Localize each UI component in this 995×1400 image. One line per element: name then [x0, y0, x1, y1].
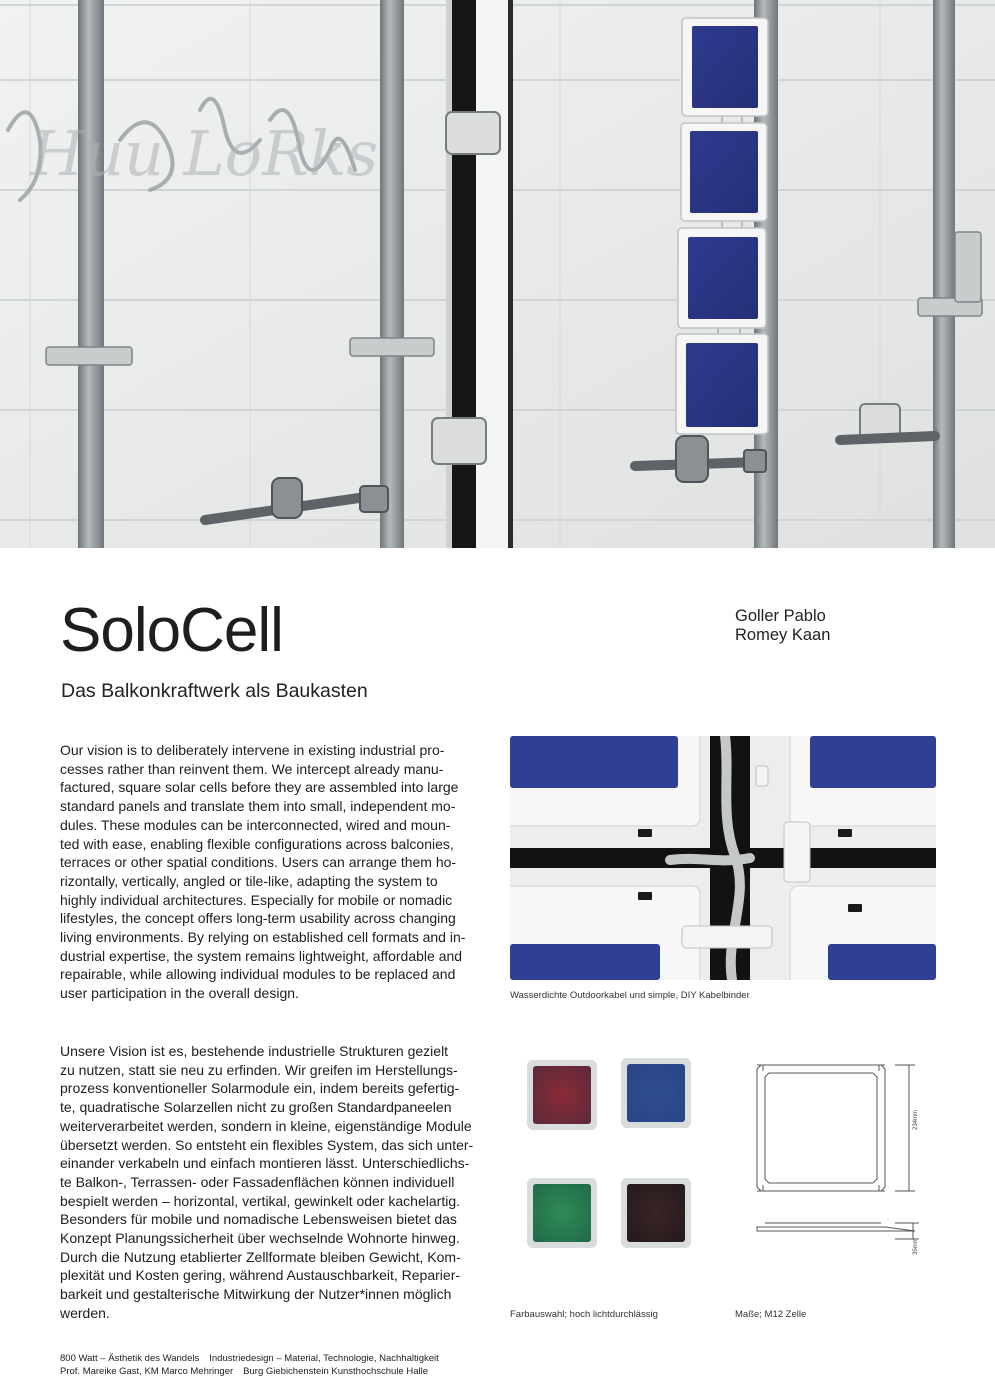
text-line: prozess konventioneller Solarmodule ein, indem bereits gefertig- [60, 1080, 460, 1097]
author-list [735, 607, 830, 645]
text-line: bespielt werden – horizontal, vertikal, gewinkelt oder kachelartig. [60, 1192, 460, 1209]
text-line: plexität und Kosten gering, während Austauschbarkeit, Reparier- [60, 1267, 461, 1284]
author-name: Romey Kaan [735, 626, 831, 644]
text-line: übersetzt werden. So entsteht ein flexibles System, das sich unter- [60, 1136, 474, 1153]
page-title: SoloCell [60, 596, 283, 665]
text-line: te Balkon-, Terrassen- oder Fassadenflächen können individuell [60, 1173, 455, 1190]
graffiti-text: Huu LoRks [30, 117, 379, 190]
text-line: weiterverarbeitet werden, sondern in kleine, eigenständige Module [60, 1117, 472, 1134]
body-text-english [60, 741, 492, 1003]
footer-line [60, 1352, 439, 1365]
text-line: te, quadratische Solarzellen nicht zu großen Standardpaneelen [60, 1099, 452, 1116]
footer-supervisors: Prof. Mareike Gast, KM Marco Mehringer [60, 1366, 234, 1377]
color-swatch-green [527, 1178, 597, 1248]
text-line: living environments. By relying on established cell formats and in- [60, 929, 466, 946]
text-line: Besonders für mobile und nomadische Lebensweisen bietet das [60, 1211, 457, 1228]
page-subtitle: Das Balkonkraftwerk als Baukasten [61, 680, 368, 702]
footer-line [60, 1365, 439, 1378]
footer-program: Industriedesign – Material, Technologie, Nachhaltigkeit [209, 1353, 439, 1364]
detail-photo [510, 736, 936, 980]
text-line: repairable, while allowing individual modules to be replaced and [60, 966, 456, 983]
dimensions-caption: Maße; M12 Zelle [735, 1309, 807, 1320]
text-line: ted with ease, enabling flexible configurations across balconies, [60, 835, 454, 852]
color-swatch-dark-brown [621, 1178, 691, 1248]
hero-photo [0, 0, 995, 548]
swatch-cell [627, 1064, 685, 1122]
text-line: terraces or other spatial conditions. Users can arrange them ho- [60, 854, 457, 871]
footer [60, 1352, 439, 1378]
swatch-cell [533, 1184, 591, 1242]
footer-course-title: 800 Watt – Ästhetik des Wandels [60, 1353, 200, 1364]
text-line: Konzept Planungssicherheit über wechselnde Wohnorte hinweg. [60, 1230, 460, 1247]
swatch-cell [533, 1066, 591, 1124]
text-line: werden. [60, 1304, 110, 1321]
text-line: user participation in the overall design. [60, 985, 299, 1002]
color-swatch-blue [621, 1058, 691, 1128]
colors-caption: Farbauswahl; hoch lichtdurchlässig [510, 1309, 658, 1320]
text-line: rizontally, vertically, angled or tile-like, adapting the system to [60, 872, 438, 889]
text-line: Unsere Vision ist es, bestehende industrielle Strukturen gezielt [60, 1043, 449, 1059]
text-line: einander verkabeln und einfach montieren lässt. Unterschiedlichs- [60, 1155, 470, 1172]
text-line: zu nutzen, statt sie neu zu erfinden. Wir greifen im Herstellungs- [60, 1061, 458, 1078]
dimension-drawing [745, 1055, 925, 1270]
text-line: highly individual architectures. Especially for mobile or nomadic [60, 891, 453, 908]
text-line: cesses rather than reinvent them. We intercept already manu- [60, 760, 444, 777]
swatch-cell [627, 1184, 685, 1242]
color-swatch-red [527, 1060, 597, 1130]
detail-caption: Wasserdichte Outdoorkabel und simple, DIY Kabelbinder [510, 990, 750, 1001]
text-line: dules. These modules can be interconnected, wired and moun- [60, 816, 451, 833]
text-line: factured, square solar cells before they are assembled into large [60, 779, 459, 796]
author-name: Goller Pablo [735, 607, 826, 625]
footer-institution: Burg Giebichenstein Kunsthochschule Halle [243, 1366, 429, 1377]
text-line: barkeit und gestalterische Mitwirkung der Nutzer*innen möglich [60, 1286, 452, 1303]
text-line: Our vision is to deliberately intervene in existing industrial pro- [60, 742, 445, 758]
detail-photo-drawing [510, 736, 936, 980]
hero-photo-drawing [0, 0, 995, 548]
text-line: standard panels and translate them into small, independent mo- [60, 798, 456, 815]
body-text-german [60, 1042, 492, 1323]
text-line: dustrial expertise, the system remains lightweight, affordable and [60, 947, 463, 964]
height-dimension-label: 234mm [913, 1109, 919, 1130]
text-line: lifestyles, the concept offers long-term usability across changing [60, 910, 456, 927]
text-line: Durch die Nutzung etablierter Zellformate bleiben Gewicht, Kom- [60, 1248, 461, 1265]
depth-dimension-label: 35mm [913, 1238, 919, 1255]
